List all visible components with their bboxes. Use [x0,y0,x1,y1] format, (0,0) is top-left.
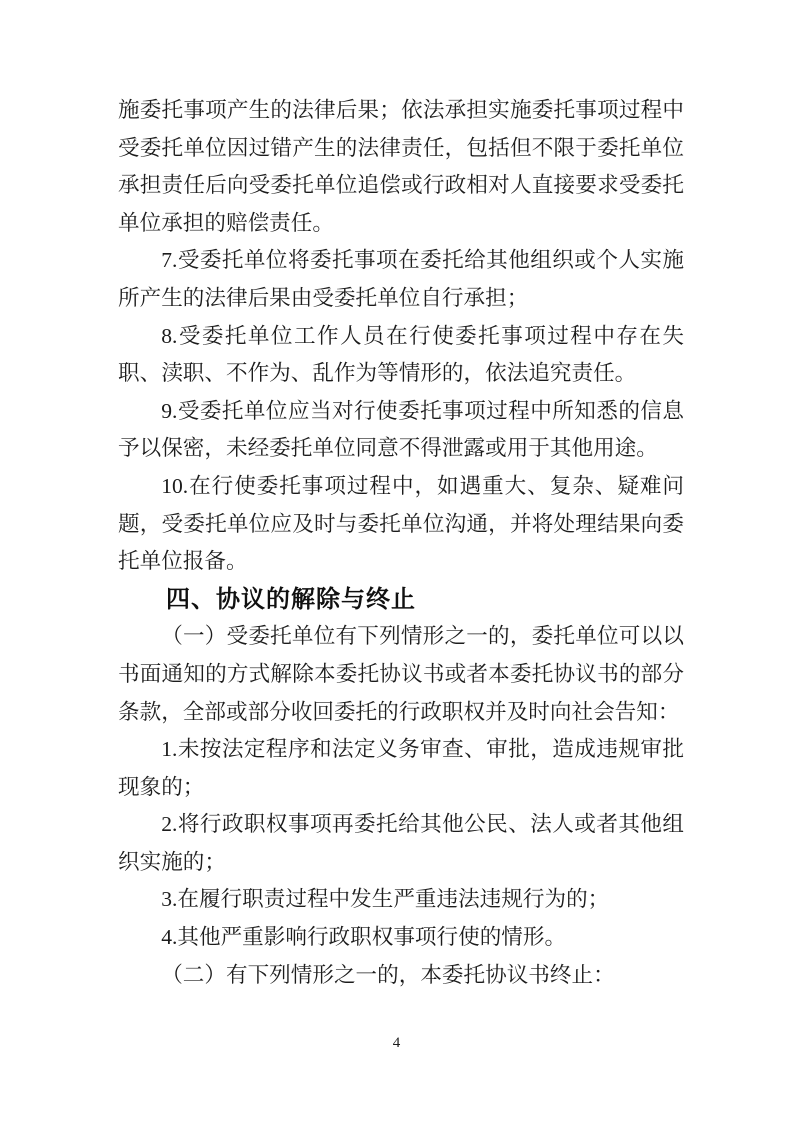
subsection-2-paragraph: （二）有下列情形之一的，本委托协议书终止： [161,962,615,987]
list-item-2: 2.将行政职权事项再委托给其他公民、法人或者其他组织实施的； [118,812,684,874]
page-number: 4 [392,1035,401,1051]
section-heading: 四、协议的解除与终止 [166,585,416,613]
clause-9: 9.受委托单位应当对行使委托事项过程中所知悉的信息予以保密，未经委托单位同意不得泄露或用于其他用途。 [118,398,684,461]
list-item-1: 1.未按法定程序和法定义务审查、审批，造成违规审批现象的； [118,737,684,799]
list-item-3: 3.在履行职责过程中发生严重违法违规行为的； [161,887,610,912]
list-item-4: 4.其他严重影响行政职权事项行使的情形。 [161,925,567,950]
continuation-paragraph: 施委托事项产生的法律后果；依法承担实施委托事项过程中受委托单位因过错产生的法律责任，包括但不限于委托单位承担责任后向受委托单位追偿或行政相对人直接要求受委托单位承担的赔偿责任。 [118,98,684,235]
document-body [118,92,684,994]
subsection-1-paragraph: （一）受委托单位有下列情形之一的，委托单位可以以书面通知的方式解除本委托协议书或者本委托协议书的部分条款，全部或部分收回委托的行政职权并及时向社会告知： [118,624,684,724]
clause-10: 10.在行使委托事项过程中，如遇重大、复杂、疑难问题，受委托单位应及时与委托单位沟通，并将处理结果向委托单位报备。 [118,473,684,574]
clause-7: 7.受委托单位将委托事项在委托给其他组织或个人实施所产生的法律后果由受委托单位自行承担； [118,248,684,310]
clause-8: 8.受委托单位工作人员在行使委托事项过程中存在失职、渎职、不作为、乱作为等情形的，依法追究责任。 [118,323,684,386]
